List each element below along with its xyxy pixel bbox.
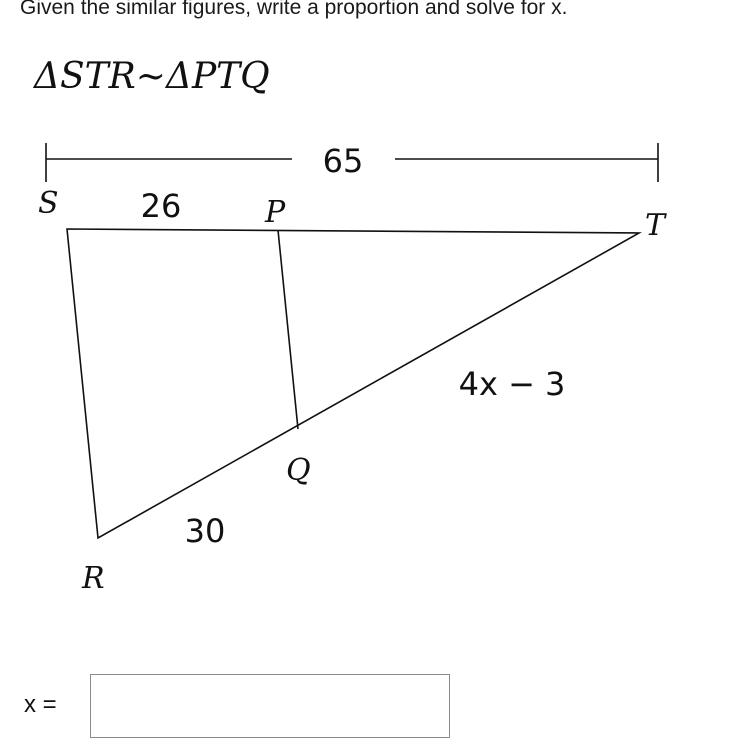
label-r: R	[82, 561, 105, 596]
similarity-statement: ΔSTR~ΔPTQ	[34, 56, 270, 97]
measure-rq: 30	[184, 512, 226, 550]
measure-qt: 4x − 3	[458, 365, 566, 403]
answer-label: x =	[24, 691, 57, 718]
answer-input[interactable]	[90, 674, 450, 738]
label-p: P	[265, 195, 286, 230]
measure-sp: 26	[140, 187, 182, 225]
label-q: Q	[286, 453, 311, 488]
question-text: Given the similar figures, write a proportion and solve for x.	[20, 0, 568, 19]
segment-pq	[278, 230, 298, 429]
measure-st: 65	[322, 142, 364, 180]
label-s: S	[38, 186, 59, 221]
label-t: T	[645, 208, 666, 243]
